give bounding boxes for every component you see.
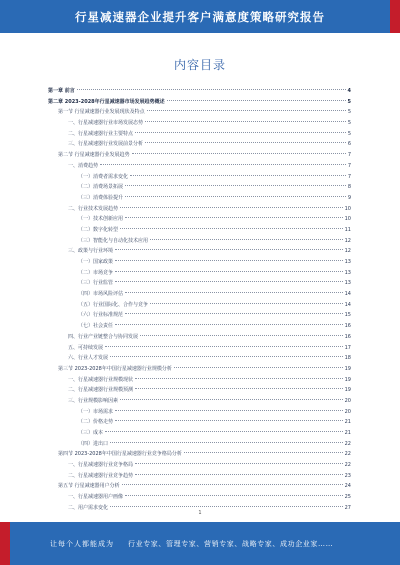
toc-dot-leader	[105, 346, 343, 347]
toc-entry[interactable]	[48, 364, 351, 375]
toc-entry[interactable]	[48, 289, 351, 300]
toc-entry[interactable]	[48, 385, 351, 396]
toc-entry-title: （三）成本	[78, 430, 104, 436]
toc-entry[interactable]	[48, 118, 351, 129]
toc-dot-leader	[150, 239, 343, 240]
toc-entry-title: （二）数字化转型	[78, 226, 119, 233]
toc-entry-page: 16	[344, 323, 351, 330]
toc-dot-leader	[135, 132, 346, 133]
report-title: 行星减速器企业提升客户满意度策略研究报告	[75, 9, 325, 24]
toc-entry[interactable]	[48, 236, 351, 247]
toc-entry[interactable]	[48, 214, 351, 225]
toc-entry-page: 22	[344, 451, 351, 458]
toc-entry[interactable]	[48, 428, 351, 439]
toc-dot-leader	[130, 175, 346, 176]
toc-entry-title: 第四节 2023-2028年中国行星减速器行业竞争格局分析	[58, 451, 182, 458]
toc-dot-leader	[135, 474, 343, 475]
toc-entry-title: 第二章 2023-2028年行星减速器市场发展趋势概述	[48, 98, 165, 105]
header-banner	[0, 0, 400, 33]
toc-dot-leader	[174, 367, 343, 368]
toc-dot-leader	[150, 303, 343, 304]
toc-entry-title: （一）国家政策	[78, 259, 114, 265]
toc-entry[interactable]	[48, 481, 351, 492]
table-of-contents	[48, 86, 351, 514]
toc-entry-page: 19	[344, 376, 351, 383]
toc-entry-title: 二、行业技术发展趋势	[68, 205, 119, 212]
toc-entry-title: 五、可持续发展	[68, 344, 104, 351]
toc-entry-title: （一）市场需求	[78, 408, 114, 415]
toc-entry[interactable]	[48, 460, 351, 471]
toc-entry-page: 25	[344, 494, 351, 501]
toc-entry-page: 11	[344, 226, 351, 233]
toc-entry[interactable]	[48, 407, 351, 418]
toc-entry[interactable]	[48, 278, 351, 289]
toc-dot-leader	[120, 228, 343, 229]
toc-entry[interactable]	[48, 310, 351, 321]
toc-entry[interactable]	[48, 129, 351, 140]
toc-entry-page: 20	[344, 408, 351, 415]
toc-entry-title: 二、行星减速器行业规模预测	[68, 387, 134, 394]
toc-entry[interactable]	[48, 182, 351, 193]
toc-entry-title: 一、行星减速器行业市场发展态势	[68, 120, 144, 127]
toc-entry[interactable]	[48, 257, 351, 268]
toc-entry-page: 10	[344, 205, 351, 212]
toc-entry-page: 6	[347, 141, 351, 148]
toc-entry-title: （一）消费者需求变化	[78, 173, 129, 180]
toc-dot-leader	[125, 292, 343, 293]
toc-dot-leader	[184, 452, 343, 453]
toc-entry[interactable]	[48, 161, 351, 172]
toc-dot-leader	[125, 495, 343, 496]
toc-dot-leader	[147, 110, 346, 111]
footer-slogan-left: 让每个人都能成为	[50, 539, 114, 548]
toc-dot-leader	[135, 463, 343, 464]
toc-entry-page: 4	[347, 88, 351, 94]
toc-dot-leader	[125, 313, 343, 314]
toc-entry[interactable]	[48, 353, 351, 364]
toc-entry-title: 第一章 前言	[48, 88, 75, 94]
toc-entry-page: 14	[344, 301, 351, 308]
toc-dot-leader	[120, 399, 343, 400]
toc-entry[interactable]	[48, 150, 351, 161]
toc-entry-title: 四、行业产业链整合与协同发展	[68, 333, 139, 340]
toc-dot-leader	[115, 249, 343, 250]
toc-dot-leader	[125, 196, 346, 197]
toc-entry[interactable]	[48, 139, 351, 150]
toc-entry[interactable]	[48, 321, 351, 332]
toc-dot-leader	[120, 207, 343, 208]
toc-dot-leader	[140, 335, 343, 336]
toc-entry-title: 第五节 行星减速器用户分析	[58, 483, 120, 490]
toc-dot-leader	[145, 121, 346, 122]
toc-entry-title: 第二节 行星减速器行业发展趋势	[58, 152, 130, 159]
toc-entry-page: 10	[344, 216, 351, 223]
toc-entry[interactable]	[48, 471, 351, 482]
toc-entry-title: （一）技术创新应用	[78, 216, 124, 223]
toc-entry-title: 一、消费趋势	[68, 162, 99, 169]
toc-entry-title: （五）行业国际化、合作与竞争	[78, 301, 149, 308]
toc-dot-leader	[110, 356, 343, 357]
toc-entry-page: 9	[347, 194, 351, 201]
toc-entry-page: 7	[347, 162, 351, 169]
toc-entry[interactable]	[48, 246, 351, 257]
toc-entry-title: （三）消费体验提升	[78, 194, 124, 201]
toc-entry-page: 5	[347, 130, 351, 137]
toc-dot-leader	[167, 100, 346, 101]
toc-entry-title: 第一节 行星减速器行业发展现状及特点	[58, 109, 145, 116]
toc-entry-title: 二、行星减速器行业主要特点	[68, 130, 134, 137]
toc-entry-title: （六）行业标准规范	[78, 312, 124, 319]
toc-dot-leader	[125, 217, 343, 218]
toc-entry-page: 17	[344, 344, 351, 351]
toc-entry[interactable]	[48, 449, 351, 460]
toc-entry-page: 8	[347, 184, 351, 191]
toc-entry[interactable]	[48, 172, 351, 183]
toc-entry-page: 18	[344, 355, 351, 362]
toc-entry-title: （二）消费场景拓展	[78, 184, 124, 191]
toc-dot-leader	[115, 281, 343, 282]
toc-entry-page: 20	[344, 397, 351, 404]
toc-heading: 内容目录	[173, 58, 226, 72]
toc-dot-leader	[115, 324, 343, 325]
toc-entry-page: 23	[344, 472, 351, 479]
toc-entry[interactable]	[48, 300, 351, 311]
toc-entry[interactable]	[48, 193, 351, 204]
toc-entry[interactable]	[48, 107, 351, 118]
footer-corner-accent	[0, 522, 10, 565]
toc-entry[interactable]	[48, 332, 351, 343]
toc-dot-leader	[135, 388, 343, 389]
toc-entry-title: 第三节 2023-2028年中国行星减速器行业规模分析	[58, 365, 172, 372]
toc-entry[interactable]	[48, 97, 351, 108]
toc-entry-title: （七）社会责任	[78, 323, 114, 330]
toc-entry-page: 22	[344, 462, 351, 469]
toc-entry-page: 5	[347, 98, 351, 105]
page-number: 1	[198, 510, 202, 516]
toc-entry-page: 19	[344, 387, 351, 394]
toc-dot-leader	[135, 378, 343, 379]
toc-entry-page: 16	[344, 333, 351, 340]
toc-dot-leader	[115, 260, 343, 261]
toc-entry-page: 13	[344, 280, 351, 287]
toc-dot-leader	[110, 506, 343, 507]
toc-dot-leader	[145, 142, 346, 143]
toc-entry[interactable]	[48, 396, 351, 407]
toc-entry[interactable]	[48, 86, 351, 97]
toc-dot-leader	[115, 410, 343, 411]
toc-entry-page: 19	[344, 365, 351, 372]
toc-dot-leader	[125, 185, 346, 186]
toc-entry[interactable]	[48, 439, 351, 450]
header-corner-accent	[390, 0, 400, 33]
toc-entry-page: 5	[347, 120, 351, 127]
toc-entry-title: （三）智能化与自动化技术应用	[78, 237, 149, 244]
toc-entry-title: 三、政策与行业环境	[68, 248, 114, 255]
toc-entry[interactable]	[48, 343, 351, 354]
toc-entry-title: 三、行星减速器行业发展前景分析	[68, 141, 144, 148]
toc-entry[interactable]	[48, 268, 351, 279]
toc-entry-page: 21	[344, 419, 351, 426]
toc-entry[interactable]	[48, 204, 351, 215]
toc-entry-page: 12	[344, 237, 351, 244]
toc-entry[interactable]	[48, 492, 351, 503]
toc-entry-title: 一、行星减速器行业竞争格局	[68, 462, 134, 469]
toc-entry[interactable]	[48, 375, 351, 386]
toc-entry[interactable]	[48, 225, 351, 236]
toc-entry-title: 一、行星减速器用户画像	[68, 494, 124, 501]
toc-entry-title: 二、用户需求变化	[68, 504, 109, 511]
toc-entry-page: 7	[347, 152, 351, 159]
toc-dot-leader	[122, 484, 343, 485]
toc-dot-leader	[115, 271, 343, 272]
toc-entry-title: 一、行星减速器行业规模现状	[68, 376, 134, 383]
footer-banner	[0, 522, 400, 565]
toc-dot-leader	[77, 89, 346, 90]
footer-slogan-right: 行业专家、管理专家、营销专家、战略专家、成功企业家……	[128, 539, 334, 548]
toc-entry-page: 14	[344, 291, 351, 298]
toc-entry[interactable]	[48, 417, 351, 428]
toc-entry-title: （三）行业监管	[78, 280, 114, 287]
toc-entry-page: 5	[347, 109, 351, 116]
toc-entry-page: 13	[344, 259, 351, 265]
toc-entry-title: （二）市场竞争	[78, 269, 114, 276]
toc-entry-title: （四）进出口	[78, 440, 109, 447]
toc-dot-leader	[105, 431, 343, 432]
toc-entry-page: 24	[344, 483, 351, 490]
toc-entry-title: （二）价格走势	[78, 419, 114, 426]
toc-entry-title: 三、行业规模影响因素	[68, 397, 119, 404]
toc-entry-page: 7	[347, 173, 351, 180]
toc-entry-title: （四）市场风险评估	[78, 291, 124, 298]
toc-entry-page: 21	[344, 430, 351, 436]
toc-dot-leader	[110, 442, 343, 443]
toc-dot-leader	[100, 164, 346, 165]
toc-entry-title: 二、行星减速器行业竞争趋势	[68, 472, 134, 479]
toc-dot-leader	[115, 420, 343, 421]
toc-entry-page: 22	[344, 440, 351, 447]
toc-dot-leader	[132, 153, 346, 154]
toc-entry-page: 13	[344, 269, 351, 276]
toc-entry-title: 六、行业人才发展	[68, 355, 109, 362]
toc-entry-page: 15	[344, 312, 351, 319]
toc-entry-page: 12	[344, 248, 351, 255]
toc-entry-page: 27	[344, 504, 351, 511]
